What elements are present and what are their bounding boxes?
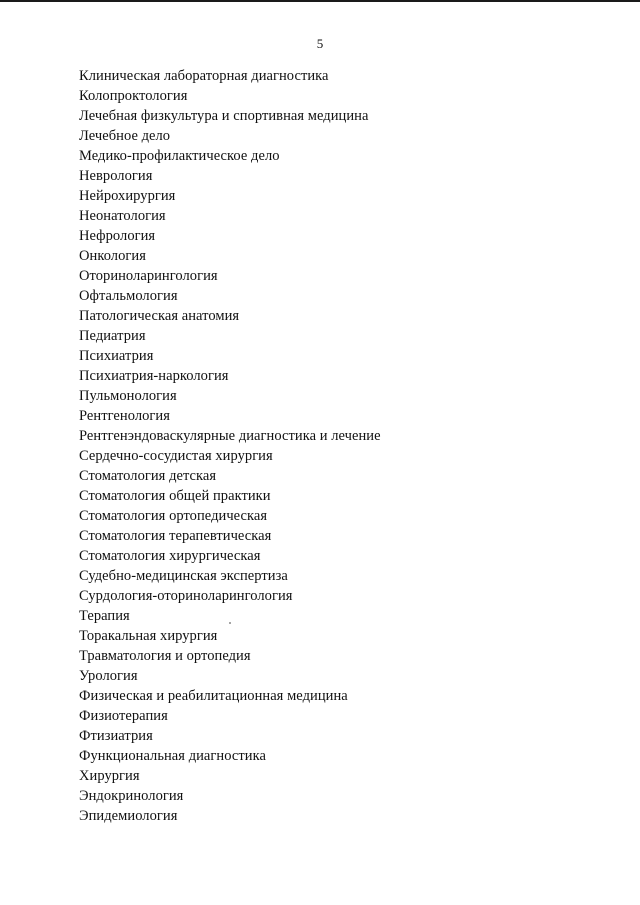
specialty-list: [79, 66, 381, 826]
list-item: Пульмонология: [79, 388, 177, 404]
list-item: Урология: [79, 668, 138, 684]
list-item: Лечебная физкультура и спортивная медицина: [79, 108, 369, 124]
list-item: Физиотерапия: [79, 708, 168, 724]
list-item: Рентгенэндоваскулярные диагностика и лечение: [79, 428, 381, 444]
list-item: Оториноларингология: [79, 268, 218, 284]
list-item: Колопроктология: [79, 88, 188, 104]
list-item: Стоматология детская: [79, 468, 217, 484]
list-item: Рентгенология: [79, 408, 170, 424]
list-item: Нейрохирургия: [79, 188, 176, 204]
list-item: Сердечно-сосудистая хирургия: [79, 448, 273, 464]
list-item: Лечебное дело: [79, 128, 171, 144]
list-item: Неврология: [79, 168, 153, 184]
scan-speck: [229, 622, 231, 624]
list-item: Функциональная диагностика: [79, 748, 266, 764]
list-item: Судебно-медицинская экспертиза: [79, 568, 288, 584]
list-item: Медико-профилактическое дело: [79, 148, 280, 164]
list-item: Стоматология ортопедическая: [79, 508, 268, 524]
list-item: Травматология и ортопедия: [79, 648, 251, 664]
list-item: Фтизиатрия: [79, 728, 153, 744]
list-item: Нефрология: [79, 228, 156, 244]
list-item: Неонатология: [79, 208, 166, 224]
list-item: Хирургия: [79, 768, 140, 784]
list-item: Сурдология-оториноларингология: [79, 588, 293, 604]
page-number: 5: [316, 36, 324, 51]
list-item: Стоматология общей практики: [79, 488, 271, 504]
list-item: Психиатрия: [79, 348, 154, 364]
list-item: Онкология: [79, 248, 146, 264]
list-item: Терапия: [79, 608, 130, 624]
list-item: Патологическая анатомия: [79, 308, 240, 324]
list-item: Эндокринология: [79, 788, 184, 804]
list-item: Психиатрия-наркология: [79, 368, 229, 384]
list-item: Торакальная хирургия: [79, 628, 218, 644]
list-item: Стоматология терапевтическая: [79, 528, 272, 544]
list-item: Стоматология хирургическая: [79, 548, 261, 564]
list-item: Клиническая лабораторная диагностика: [79, 68, 329, 84]
list-item: Офтальмология: [79, 288, 178, 304]
list-item: Физическая и реабилитационная медицина: [79, 688, 348, 704]
list-item: Эпидемиология: [79, 808, 178, 824]
top-border-line: [0, 0, 640, 2]
list-item: Педиатрия: [79, 328, 146, 344]
